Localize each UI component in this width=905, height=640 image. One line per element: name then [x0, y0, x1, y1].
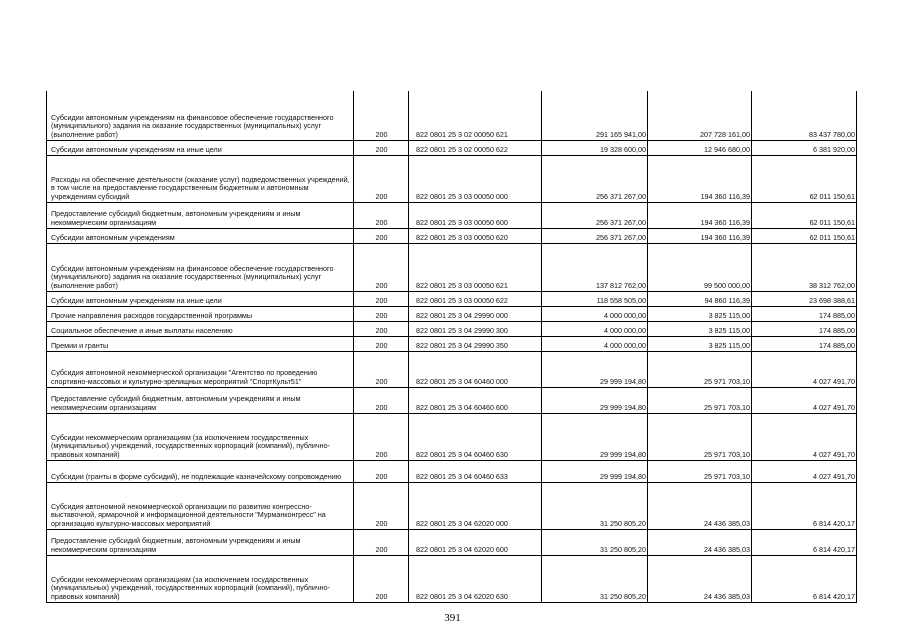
row-description: Субсидии (гранты в форме субсидий), не подлежащие казначейскому сопровождению [47, 460, 354, 482]
row-line-code: 200 [354, 140, 409, 155]
row-approved-amount: 31 250 805,20 [542, 482, 648, 529]
row-executed-amount: 24 436 385,03 [648, 529, 752, 555]
row-unexecuted-amount: 174 885,00 [752, 336, 857, 351]
row-approved-amount: 4 000 000,00 [542, 336, 648, 351]
row-description: Прочие направления расходов государственной программы [47, 306, 354, 321]
row-unexecuted-amount: 62 011 150,61 [752, 202, 857, 228]
row-budget-classification-code: 822 0801 25 3 04 29990 350 [409, 336, 542, 351]
row-description: Субсидии автономным учреждениям на финансовое обеспечение государственного (муниципального) задания на оказание государственных (муниципальных) услуг (выполнение работ) [47, 243, 354, 291]
table-row [47, 228, 857, 243]
row-executed-amount: 194 360 116,39 [648, 155, 752, 202]
row-unexecuted-amount: 23 698 388,61 [752, 291, 857, 306]
row-unexecuted-amount: 4 027 491,70 [752, 387, 857, 413]
table-row [47, 387, 857, 413]
table-row [47, 482, 857, 529]
table-row [47, 529, 857, 555]
row-description: Субсидии некоммерческим организациям (за исключением государственных (муниципальных) учреждений, государственных корпораций (компаний), публично-правовых компаний) [47, 413, 354, 460]
table-body [47, 91, 857, 602]
table-row [47, 91, 857, 140]
row-approved-amount: 29 999 194,80 [542, 351, 648, 387]
row-line-code: 200 [354, 228, 409, 243]
table-row [47, 243, 857, 291]
row-approved-amount: 118 558 505,00 [542, 291, 648, 306]
table-row [47, 351, 857, 387]
row-unexecuted-amount: 174 885,00 [752, 321, 857, 336]
page-number: 391 [444, 612, 461, 624]
row-executed-amount: 24 436 385,03 [648, 482, 752, 529]
row-description: Субсидии автономным учреждениям на иные цели [47, 291, 354, 306]
row-executed-amount: 194 360 116,39 [648, 202, 752, 228]
table-row [47, 460, 857, 482]
row-approved-amount: 19 328 600,00 [542, 140, 648, 155]
row-line-code: 200 [354, 243, 409, 291]
row-line-code: 200 [354, 460, 409, 482]
row-executed-amount: 25 971 703,10 [648, 413, 752, 460]
row-line-code: 200 [354, 351, 409, 387]
row-budget-classification-code: 822 0801 25 3 03 00050 620 [409, 228, 542, 243]
row-executed-amount: 24 436 385,03 [648, 555, 752, 602]
row-approved-amount: 4 000 000,00 [542, 321, 648, 336]
row-description: Субсидия автономной некоммерческой организации "Агентство по проведению спортивно-массовых и культурно-зрелищных мероприятий "СпортКульт51" [47, 351, 354, 387]
row-description: Субсидии некоммерческим организациям (за исключением государственных (муниципальных) учреждений, государственных корпораций (компаний), публично-правовых компаний) [47, 555, 354, 602]
row-description: Предоставление субсидий бюджетным, автономным учреждениям и иным некоммерческим организациям [47, 387, 354, 413]
row-approved-amount: 256 371 267,00 [542, 155, 648, 202]
row-unexecuted-amount: 4 027 491,70 [752, 460, 857, 482]
table-row [47, 306, 857, 321]
row-budget-classification-code: 822 0801 25 3 04 62020 000 [409, 482, 542, 529]
table-row [47, 291, 857, 306]
row-executed-amount: 3 825 115,00 [648, 336, 752, 351]
row-description: Расходы на обеспечение деятельности (оказание услуг) подведомственных учреждений, в том числе на предоставление государственным бюджетным и автономным учреждениям субсидий [47, 155, 354, 202]
row-executed-amount: 25 971 703,10 [648, 460, 752, 482]
row-line-code: 200 [354, 321, 409, 336]
row-budget-classification-code: 822 0801 25 3 02 00050 622 [409, 140, 542, 155]
table-row [47, 140, 857, 155]
row-executed-amount: 3 825 115,00 [648, 306, 752, 321]
row-unexecuted-amount: 174 885,00 [752, 306, 857, 321]
table-row [47, 202, 857, 228]
table-row [47, 321, 857, 336]
row-budget-classification-code: 822 0801 25 3 04 29990 300 [409, 321, 542, 336]
row-unexecuted-amount: 4 027 491,70 [752, 351, 857, 387]
row-budget-classification-code: 822 0801 25 3 04 60460 600 [409, 387, 542, 413]
row-unexecuted-amount: 38 312 762,00 [752, 243, 857, 291]
table-row [47, 336, 857, 351]
row-executed-amount: 194 360 116,39 [648, 228, 752, 243]
row-executed-amount: 12 946 680,00 [648, 140, 752, 155]
row-description: Социальное обеспечение и иные выплаты населению [47, 321, 354, 336]
row-budget-classification-code: 822 0801 25 3 03 00050 622 [409, 291, 542, 306]
row-approved-amount: 256 371 267,00 [542, 202, 648, 228]
row-approved-amount: 4 000 000,00 [542, 306, 648, 321]
row-line-code: 200 [354, 555, 409, 602]
row-budget-classification-code: 822 0801 25 3 03 00050 000 [409, 155, 542, 202]
row-approved-amount: 31 250 805,20 [542, 529, 648, 555]
row-description: Предоставление субсидий бюджетным, автономным учреждениям и иным некоммерческим организациям [47, 202, 354, 228]
row-line-code: 200 [354, 387, 409, 413]
row-approved-amount: 29 999 194,80 [542, 413, 648, 460]
row-unexecuted-amount: 6 814 420,17 [752, 529, 857, 555]
row-line-code: 200 [354, 202, 409, 228]
row-executed-amount: 207 728 161,00 [648, 91, 752, 140]
row-unexecuted-amount: 62 011 150,61 [752, 228, 857, 243]
row-approved-amount: 29 999 194,80 [542, 460, 648, 482]
row-unexecuted-amount: 4 027 491,70 [752, 413, 857, 460]
row-executed-amount: 3 825 115,00 [648, 321, 752, 336]
row-executed-amount: 94 860 116,39 [648, 291, 752, 306]
row-description: Премии и гранты [47, 336, 354, 351]
row-description: Субсидия автономной некоммерческой организации по развитию конгрессно-выставочной, ярмарочной и информационной деятельности "Мурманконгресс" на организацию культурно-массовых мероприятий [47, 482, 354, 529]
row-description: Предоставление субсидий бюджетным, автономным учреждениям и иным некоммерческим организациям [47, 529, 354, 555]
row-description: Субсидии автономным учреждениям на иные цели [47, 140, 354, 155]
row-approved-amount: 29 999 194,80 [542, 387, 648, 413]
row-budget-classification-code: 822 0801 25 3 04 60460 000 [409, 351, 542, 387]
row-budget-classification-code: 822 0801 25 3 04 29990 000 [409, 306, 542, 321]
row-line-code: 200 [354, 155, 409, 202]
row-budget-classification-code: 822 0801 25 3 04 60460 630 [409, 413, 542, 460]
row-description: Субсидии автономным учреждениям на финансовое обеспечение государственного (муниципального) задания на оказание государственных (муниципальных) услуг (выполнение работ) [47, 91, 354, 140]
table-row [47, 413, 857, 460]
row-executed-amount: 25 971 703,10 [648, 351, 752, 387]
budget-table [46, 91, 857, 603]
row-line-code: 200 [354, 336, 409, 351]
row-unexecuted-amount: 83 437 780,00 [752, 91, 857, 140]
row-line-code: 200 [354, 91, 409, 140]
table-row [47, 155, 857, 202]
row-line-code: 200 [354, 529, 409, 555]
row-line-code: 200 [354, 306, 409, 321]
row-unexecuted-amount: 6 381 920,00 [752, 140, 857, 155]
row-unexecuted-amount: 62 011 150,61 [752, 155, 857, 202]
row-executed-amount: 25 971 703,10 [648, 387, 752, 413]
row-line-code: 200 [354, 482, 409, 529]
table-row [47, 555, 857, 602]
row-budget-classification-code: 822 0801 25 3 03 00050 600 [409, 202, 542, 228]
row-budget-classification-code: 822 0801 25 3 04 62020 600 [409, 529, 542, 555]
row-line-code: 200 [354, 413, 409, 460]
row-executed-amount: 99 500 000,00 [648, 243, 752, 291]
row-approved-amount: 31 250 805,20 [542, 555, 648, 602]
row-budget-classification-code: 822 0801 25 3 04 62020 630 [409, 555, 542, 602]
row-approved-amount: 291 165 941,00 [542, 91, 648, 140]
row-unexecuted-amount: 6 814 420,17 [752, 482, 857, 529]
row-approved-amount: 137 812 762,00 [542, 243, 648, 291]
row-budget-classification-code: 822 0801 25 3 04 60460 633 [409, 460, 542, 482]
row-budget-classification-code: 822 0801 25 3 03 00050 621 [409, 243, 542, 291]
row-budget-classification-code: 822 0801 25 3 02 00050 621 [409, 91, 542, 140]
row-description: Субсидии автономным учреждениям [47, 228, 354, 243]
row-line-code: 200 [354, 291, 409, 306]
row-unexecuted-amount: 6 814 420,17 [752, 555, 857, 602]
row-approved-amount: 256 371 267,00 [542, 228, 648, 243]
